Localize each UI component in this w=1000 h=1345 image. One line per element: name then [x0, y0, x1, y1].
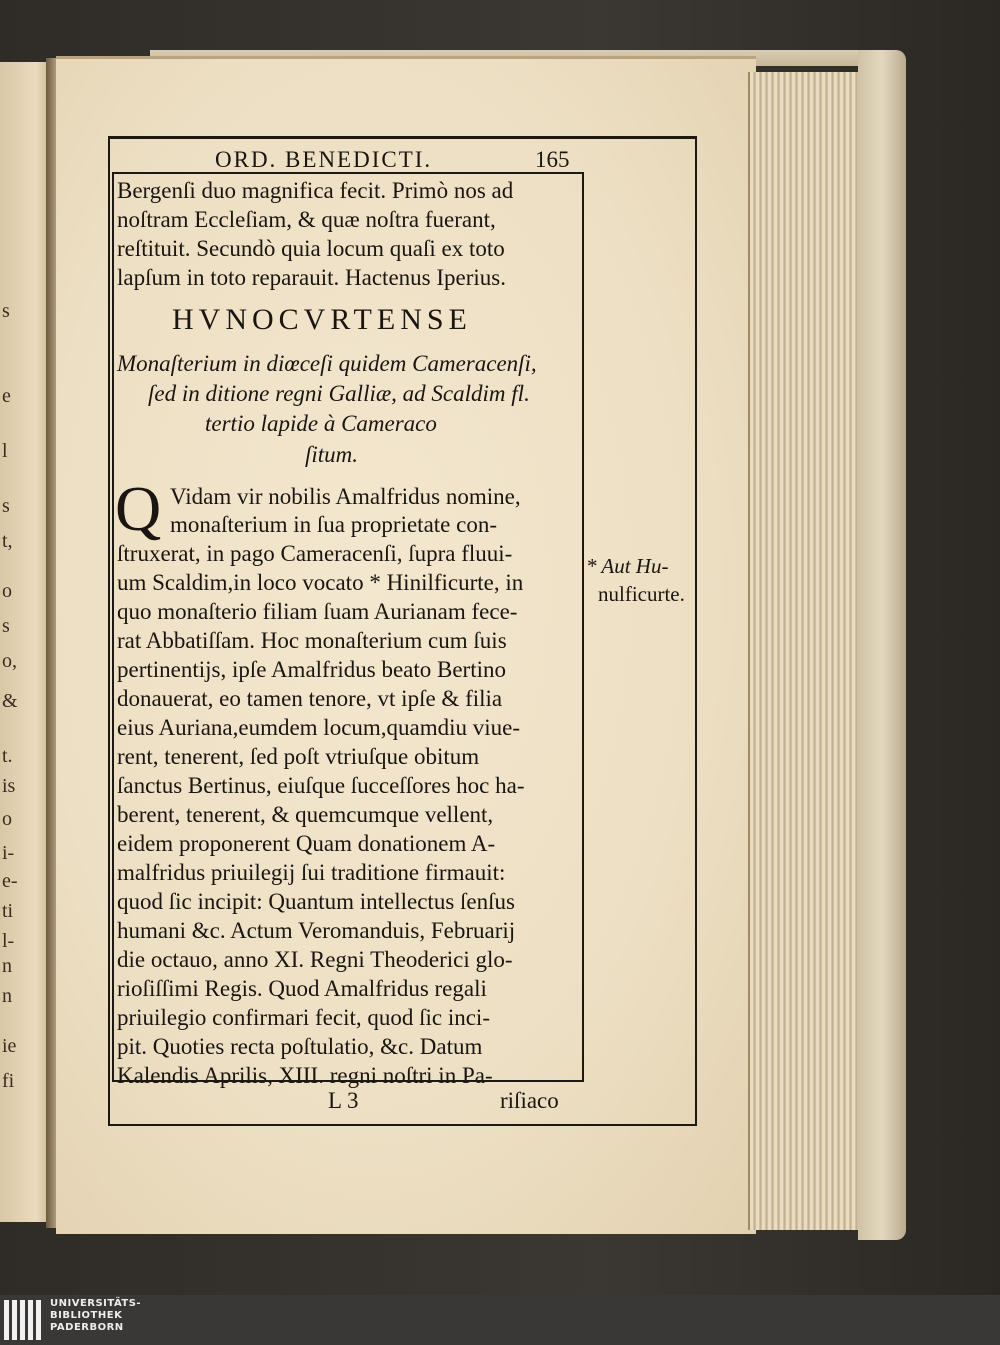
book-cover-edge — [858, 50, 906, 1240]
subtitle-line: ſed in ditione regni Galliæ, ad Scaldim fl. — [148, 381, 530, 406]
text-line: donauerat, eo tamen tenore, vt ipſe & filia — [117, 686, 503, 711]
library-logo-bar — [0, 1295, 1000, 1345]
left-page-fragment: n — [2, 955, 12, 977]
text-line: monaſterium in ſua proprietate con- — [170, 512, 497, 537]
text-line: Vidam vir nobilis Amalfridus nomine, — [170, 484, 521, 509]
text-line: berent, tenerent, & quemcumque vellent, — [117, 802, 494, 827]
section-title: HVNOCVRTENSE — [172, 303, 472, 336]
text-line: lapſum in toto reparauit. Hactenus Iperius. — [117, 265, 506, 290]
catchword: riſiaco — [500, 1088, 559, 1113]
subtitle-line: ſitum. — [305, 442, 359, 467]
left-page-fragment: o, — [2, 650, 17, 672]
text-line: rat Abbatiſſam. Hoc monaſterium cum ſuis — [117, 628, 507, 653]
text-line: pertinentijs, ipſe Amalfridus beato Bertino — [117, 657, 507, 682]
logo-text: PADERBORN — [50, 1322, 124, 1333]
left-page-fragment: o — [2, 580, 12, 602]
subtitle-line: Monaſterium in diœceſi quidem Cameracenſi, — [117, 351, 537, 376]
text-line: humani &c. Actum Veromanduis, Februarij — [117, 918, 516, 943]
margin-note-line: nulficurte. — [598, 582, 685, 606]
left-page-fragment: e- — [2, 870, 18, 892]
header-rule — [112, 172, 582, 174]
left-page-fragment: t, — [2, 530, 13, 552]
left-page-fragment: is — [2, 775, 16, 797]
logo-text: UNIVERSITÄTS- — [50, 1298, 142, 1309]
text-line: quod ſic incipit: Quantum intellectus ſenſus — [117, 889, 515, 914]
text-line: priuilegio confirmari fecit, quod ſic inci- — [117, 1005, 490, 1030]
margin-note-line: * Aut Hu- — [586, 554, 669, 578]
left-page-fragment: ie — [2, 1035, 17, 1057]
left-page-fragment: s — [2, 495, 10, 517]
text-line: rioſiſſimi Regis. Quod Amalfridus regali — [117, 976, 487, 1001]
left-page-fragment: i- — [2, 842, 15, 864]
left-page-fragment: l- — [2, 930, 15, 952]
text-line: eius Auriana,eumdem locum,quamdiu viue- — [117, 715, 521, 740]
text-line: Bergenſi duo magnifica fecit. Primò nos ad — [117, 178, 514, 203]
text-line: ſtruxerat, in pago Cameracenſi, ſupra fluui- — [117, 541, 513, 566]
text-line: um Scaldim,in loco vocato * Hinilficurte, in — [117, 570, 524, 595]
footer-rule — [112, 1080, 582, 1082]
signature-mark: L 3 — [328, 1088, 359, 1113]
page-number: 165 — [535, 147, 570, 172]
text-line: noſtram Eccleſiam, & quæ noſtra fuerant, — [117, 207, 496, 232]
left-page-fragment: ti — [2, 900, 14, 922]
library-logo-icon — [4, 1300, 44, 1340]
page-fore-edge — [748, 72, 868, 1230]
left-page-fragment: e — [2, 385, 11, 407]
drop-cap: Q — [115, 473, 162, 544]
running-title: ORD. BENEDICTI. — [215, 147, 433, 172]
left-page-fragment: o — [2, 808, 12, 830]
subtitle-line: tertio lapide à Cameraco — [205, 411, 437, 436]
text-line: Kalendis Aprilis, XIII. regni noſtri in Pa- — [117, 1063, 493, 1088]
left-page-fragment: l — [2, 440, 8, 462]
left-page-fragment: fi — [2, 1070, 15, 1092]
text-line: rent, tenerent, ſed poſt vtriuſque obitum — [117, 744, 480, 769]
text-line: malfridus priuilegij ſui traditione firmauit: — [117, 860, 506, 885]
text-line: reſtituit. Secundò quia locum quaſi ex toto — [117, 236, 505, 261]
left-page-fragment: s — [2, 615, 10, 637]
left-page-fragment: t. — [2, 745, 13, 767]
left-page-fragment: & — [2, 690, 18, 712]
text-line: quo monaſterio filiam ſuam Aurianam fece- — [117, 599, 518, 624]
left-page-fragment: s — [2, 300, 10, 322]
text-line: eidem proponerent Quam donationem A- — [117, 831, 496, 856]
logo-text: BIBLIOTHEK — [50, 1310, 123, 1321]
text-line: ſanctus Bertinus, eiuſque ſucceſſores hoc ha- — [117, 773, 525, 798]
text-line: pit. Quoties recta poſtulatio, &c. Datum — [117, 1034, 483, 1059]
text-line: die octauo, anno XI. Regni Theoderici glo- — [117, 947, 513, 972]
left-page-fragment: n — [2, 985, 12, 1007]
